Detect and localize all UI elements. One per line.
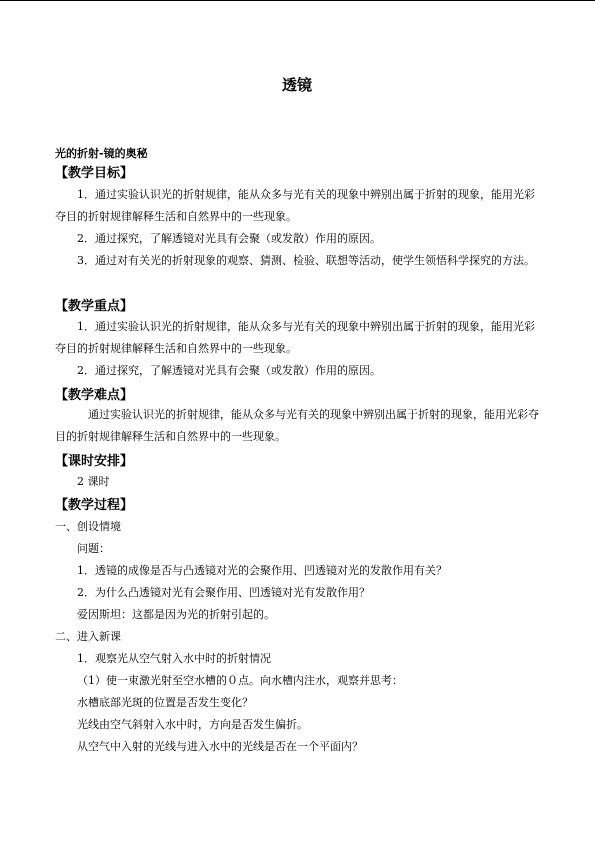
page-title: 透镜 [281, 76, 312, 94]
process-step: 1．观察光从空气射入水中时的折射情况 [77, 652, 271, 665]
question-label: 问题： [77, 542, 110, 555]
question-item: 1．透镜的成像是否与凸透镜对光的会聚作用、凹透镜对光的发散作用有关？ [77, 564, 447, 577]
observation-item: 水槽底部光斑的位置是否发生变化？ [77, 696, 253, 709]
top-rule [0, 0, 595, 1]
key-point-item: 1．通过实验认识光的折射规律，能从众多与光有关的现象中辨别出属于折射的现象，能用光彩夺目的折射规律解释生活和自然界中的一些现象。 [55, 320, 535, 355]
key-point-item: 2．通过探究，了解透镜对光具有会聚（或发散）作用的原因。 [77, 364, 381, 377]
einstein-quote: 爱因斯坦：这都是因为光的折射引起的。 [77, 608, 275, 621]
schedule-text: 2 课时 [77, 475, 110, 488]
difficulty-text: 通过实验认识光的折射规律，能从众多与光有关的现象中辨别出属于折射的现象，能用光彩夺目的折射规律解释生活和自然界中的一些现象。 [55, 408, 539, 443]
observation-item: 光线由空气斜射入水中时，方向是否发生偏折。 [77, 718, 308, 731]
section-heading-process: 【教学过程】 [55, 498, 134, 513]
objective-item: 3．通过对有关光的折射现象的观察、猜测、检验、联想等活动，使学生领悟科学探究的方法。 [77, 254, 535, 267]
observation-item: 从空气中入射的光线与进入水中的光线是否在一个平面内？ [77, 740, 363, 753]
process-substep: （1）使一束激光射至空水槽的０点。向水槽内注水，观察并思考： [77, 674, 403, 687]
process-part-title: 一、创设情境 [55, 520, 121, 533]
section-heading-key-points: 【教学重点】 [55, 299, 134, 314]
document-subtitle: 光的折射-镜的奥秘 [55, 147, 148, 160]
section-heading-difficulties: 【教学难点】 [55, 388, 134, 403]
question-item: 2．为什么凸透镜对光有会聚作用、凹透镜对光有发散作用？ [77, 586, 370, 599]
objective-item: 2．通过探究，了解透镜对光具有会聚（或发散）作用的原因。 [77, 232, 381, 245]
objective-item: 1．通过实验认识光的折射规律，能从众多与光有关的现象中辨别出属于折射的现象，能用光彩夺目的折射规律解释生活和自然界中的一些现象。 [55, 188, 535, 223]
section-heading-schedule: 【课时安排】 [55, 454, 134, 469]
process-part-title: 二、进入新课 [55, 630, 121, 643]
section-heading-objectives: 【教学目标】 [55, 166, 134, 181]
